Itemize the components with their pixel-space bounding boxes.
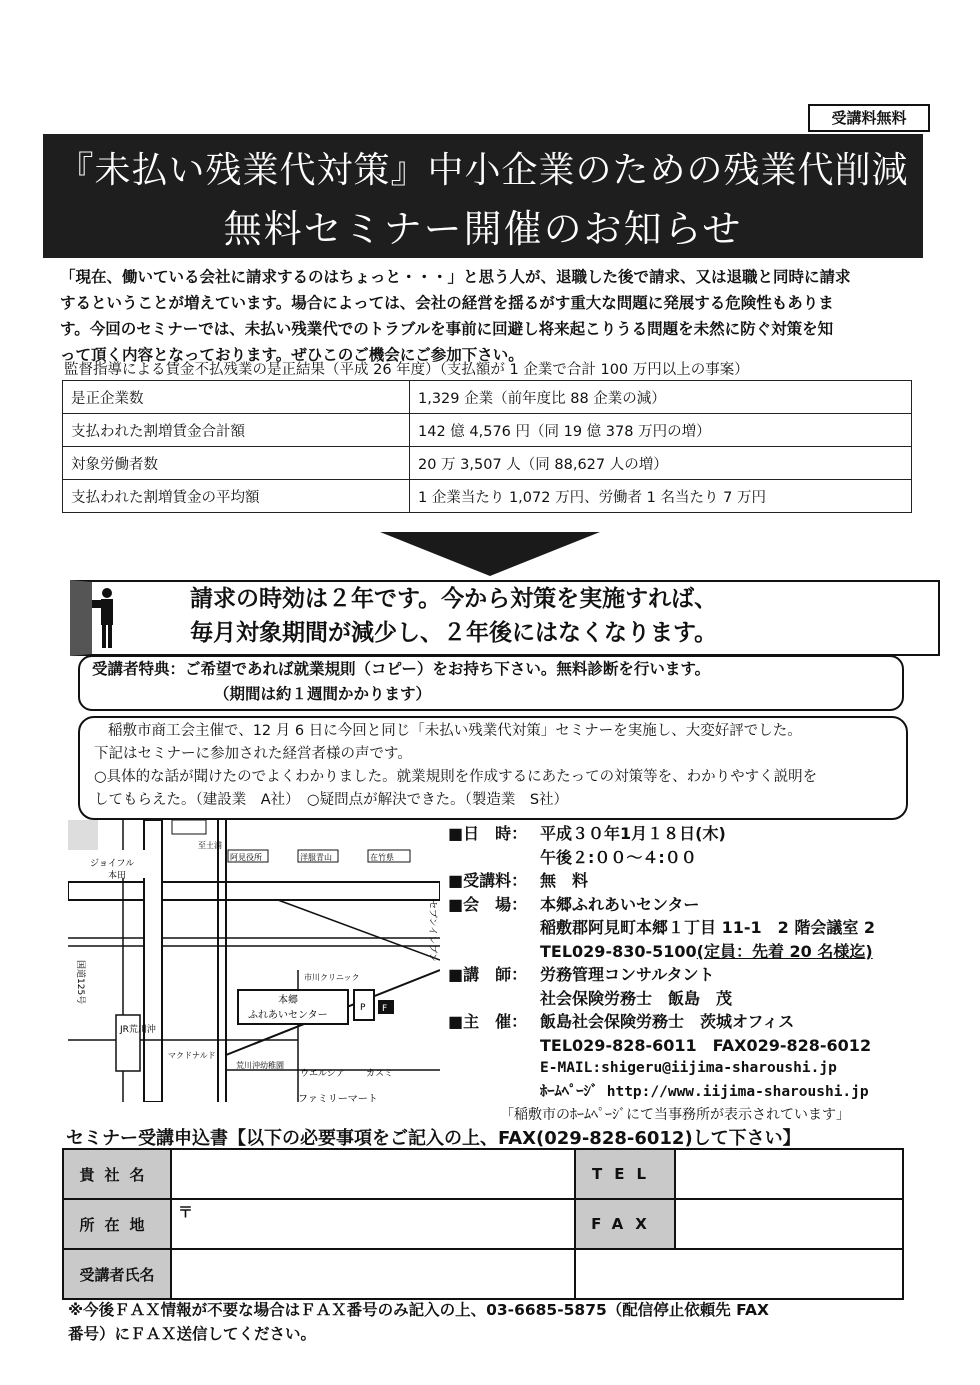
venue-tel: TEL029-830-5100 <box>540 941 697 961</box>
host-tel: TEL029-828-6011 FAX029-828-6012 <box>540 1035 872 1055</box>
benefit-message <box>92 657 892 707</box>
map-label-parking: P <box>360 1003 366 1013</box>
claim-line: 請求の時効は２年です。今から対策を実施すれば、 <box>190 585 718 612</box>
intro-line: す。今回のセミナーでは、未払い残業代でのトラブルを事前に回避し将来起こりうる問題を未然に防ぐ対策を知 <box>60 320 834 338</box>
venue-address: 稲敷郡阿見町本郷１丁目 11-1 2 階会議室 2 <box>540 918 876 937</box>
intro-line: って頂く内容となっております。ぜひこのご機会にご参加下さい。 <box>60 346 524 364</box>
attendee-field-2[interactable] <box>575 1249 903 1299</box>
claim-line: 毎月対象期間が減少し、２年後にはなくなります。 <box>190 619 718 646</box>
voice-line: 下記はセミナーに参加された経営者様の声です。 <box>94 746 412 762</box>
map-label-hall: 本郷 <box>278 995 298 1006</box>
host-name: 飯島社会保険労務士 茨城オフィス <box>540 1012 795 1031</box>
benefit-line: 受講者特典：ご希望であれば就業規則（コピー）をお持ち下さい。無料診断を行います。 <box>92 660 711 678</box>
date-value: 平成３０年1月１８日(木) <box>540 824 726 843</box>
attendee-label: 受講者氏名 <box>63 1249 171 1299</box>
stats-value: 20 万 3,507 人（同 88,627 人の増） <box>410 447 912 480</box>
benefit-line: （期間は約１週間かかります） <box>214 685 432 703</box>
table-row <box>63 1199 903 1249</box>
intro-line: 「現在、働いている会社に請求するのはちょっと・・・」と思う人が、退職した後で請求、又は退職と同時に請求 <box>60 268 851 286</box>
stats-label: 支払われた割増賃金合計額 <box>63 414 410 447</box>
application-form <box>62 1148 904 1300</box>
map-label-mcd: マクドナルド <box>168 1051 216 1060</box>
fee-value: 無 料 <box>540 871 589 890</box>
homepage-note: 「稲敷市のﾎｰﾑﾍﾟｰｼﾞにて当事務所が表示されています」 <box>500 1107 850 1123</box>
customer-voices <box>94 720 900 812</box>
map-label-kasumi: カスミ <box>366 1069 394 1079</box>
info-label: ■受講料： <box>448 871 528 890</box>
fax-stop-note <box>68 1298 918 1346</box>
table-row <box>63 480 912 513</box>
map-label-joyful: ジョイフル <box>90 859 135 869</box>
map-label-honda: 本田 <box>108 871 127 881</box>
address-label: 所在地 <box>63 1199 171 1249</box>
host-homepage: ﾎｰﾑﾍﾟｰｼﾞ http://www.iijima-sharoushi.jp <box>540 1083 869 1100</box>
map-label-welcia: ウエルシア <box>300 1069 345 1079</box>
map-label-seven: セブンイレブン <box>427 900 437 962</box>
company-label: 貴社名 <box>63 1149 171 1199</box>
map-label-kosei: 至土浦 <box>198 841 222 850</box>
time-value: 午後２:００～４:００ <box>540 847 697 867</box>
voice-line: 稲敷市商工会主催で、12 月 6 日に今回と同じ「未払い残業代対策」セミナーを実施し、大変好評でした。 <box>108 723 802 739</box>
venue-capacity: (定員：先着 20 名様迄) <box>696 941 873 961</box>
map-label-jr: JR荒川沖 <box>120 1025 156 1035</box>
map-label-clinic: 市川クリニック <box>304 973 360 982</box>
address-field[interactable] <box>171 1199 575 1249</box>
footnote-line: 番号）にＦＡＸ送信してください。 <box>68 1325 317 1343</box>
map-label-hall: ふれあいセンター <box>248 1010 328 1021</box>
info-label: ■主 催： <box>448 1012 528 1031</box>
info-label: ■日 時： <box>448 824 528 843</box>
tel-label: TEL <box>575 1149 675 1199</box>
map-label-kindergarten: 荒川沖幼稚園 <box>236 1061 284 1070</box>
voice-line: してもらえた。（建設業 A社） ○疑問点が解決できた。（製造業 S社） <box>94 792 569 808</box>
postal-mark: 〒 <box>178 1203 194 1221</box>
stats-value: 1,329 企業（前年度比 88 企業の減） <box>410 381 912 414</box>
free-badge: 受講料無料 <box>808 104 930 132</box>
stats-value: 142 億 4,576 円（同 19 億 378 万円の増） <box>410 414 912 447</box>
stats-value: 1 企業当たり 1,072 万円、労働者 1 名当たり 7 万円 <box>410 480 912 513</box>
title-banner <box>43 134 923 258</box>
venue-map <box>68 820 440 1102</box>
host-email: E-MAIL:shigeru@iijima-sharoushi.jp <box>540 1060 837 1076</box>
lecturer-name: 社会保険労務士 飯島 茂 <box>540 988 733 1008</box>
footnote-line: ※今後ＦＡＸ情報が不要な場合はＦＡＸ番号のみ記入の上、03-6685-5875（配信停止依頼先 FAX <box>68 1301 769 1319</box>
table-row <box>63 414 912 447</box>
lecturer-title: 労務管理コンサルタント <box>540 965 715 984</box>
sub-title: 無料セミナー開催のお知らせ <box>223 207 743 251</box>
stats-caption: 監督指導による賃金不払残業の是正結果（平成 26 年度）（支払額が 1 企業で合計 100 万円以上の事案） <box>64 362 749 378</box>
table-row <box>63 447 912 480</box>
down-arrow-icon <box>380 532 600 576</box>
person-icon <box>92 586 122 650</box>
map-label-route: 国道125号 <box>75 960 85 1005</box>
stats-label: 対象労働者数 <box>63 447 410 480</box>
application-heading: セミナー受講申込書【以下の必要事項をご記入の上、FAX(029-828-6012)して下さい】 <box>66 1128 801 1149</box>
map-label-yofuku: 洋服青山 <box>300 853 332 862</box>
stats-label: 支払われた割増賃金の平均額 <box>63 480 410 513</box>
table-row <box>63 1149 903 1199</box>
fax-field[interactable] <box>675 1199 903 1249</box>
claim-message <box>190 582 910 650</box>
table-row <box>63 1249 903 1299</box>
venue-value: 本郷ふれあいセンター <box>540 894 700 914</box>
map-label-family: ファミリーマート <box>298 1094 378 1102</box>
table-row <box>63 381 912 414</box>
event-info <box>448 822 938 1104</box>
info-label: ■講 師： <box>448 965 528 984</box>
stats-label: 是正企業数 <box>63 381 410 414</box>
voice-line: ○具体的な話が聞けたのでよくわかりました。就業規則を作成するにあたっての対策等を、わかりやすく説明を <box>94 769 818 785</box>
map-label-zaimoku: 在竹県 <box>370 853 394 862</box>
intro-line: するということが増えています。場合によっては、会社の経営を揺るがす重大な問題に発展する危険性もありま <box>60 294 834 312</box>
fax-label: FAX <box>575 1199 675 1249</box>
map-label-f: F <box>382 1004 388 1014</box>
info-label: ■会 場： <box>448 894 528 914</box>
company-field[interactable] <box>171 1149 575 1199</box>
stats-table <box>62 380 912 513</box>
tel-field[interactable] <box>675 1149 903 1199</box>
main-title: 『未払い残業代対策』中小企業のための残業代削減 <box>57 150 909 191</box>
map-label-ami: 阿見役所 <box>230 853 262 862</box>
intro-paragraph <box>60 264 920 368</box>
attendee-field-1[interactable] <box>171 1249 575 1299</box>
